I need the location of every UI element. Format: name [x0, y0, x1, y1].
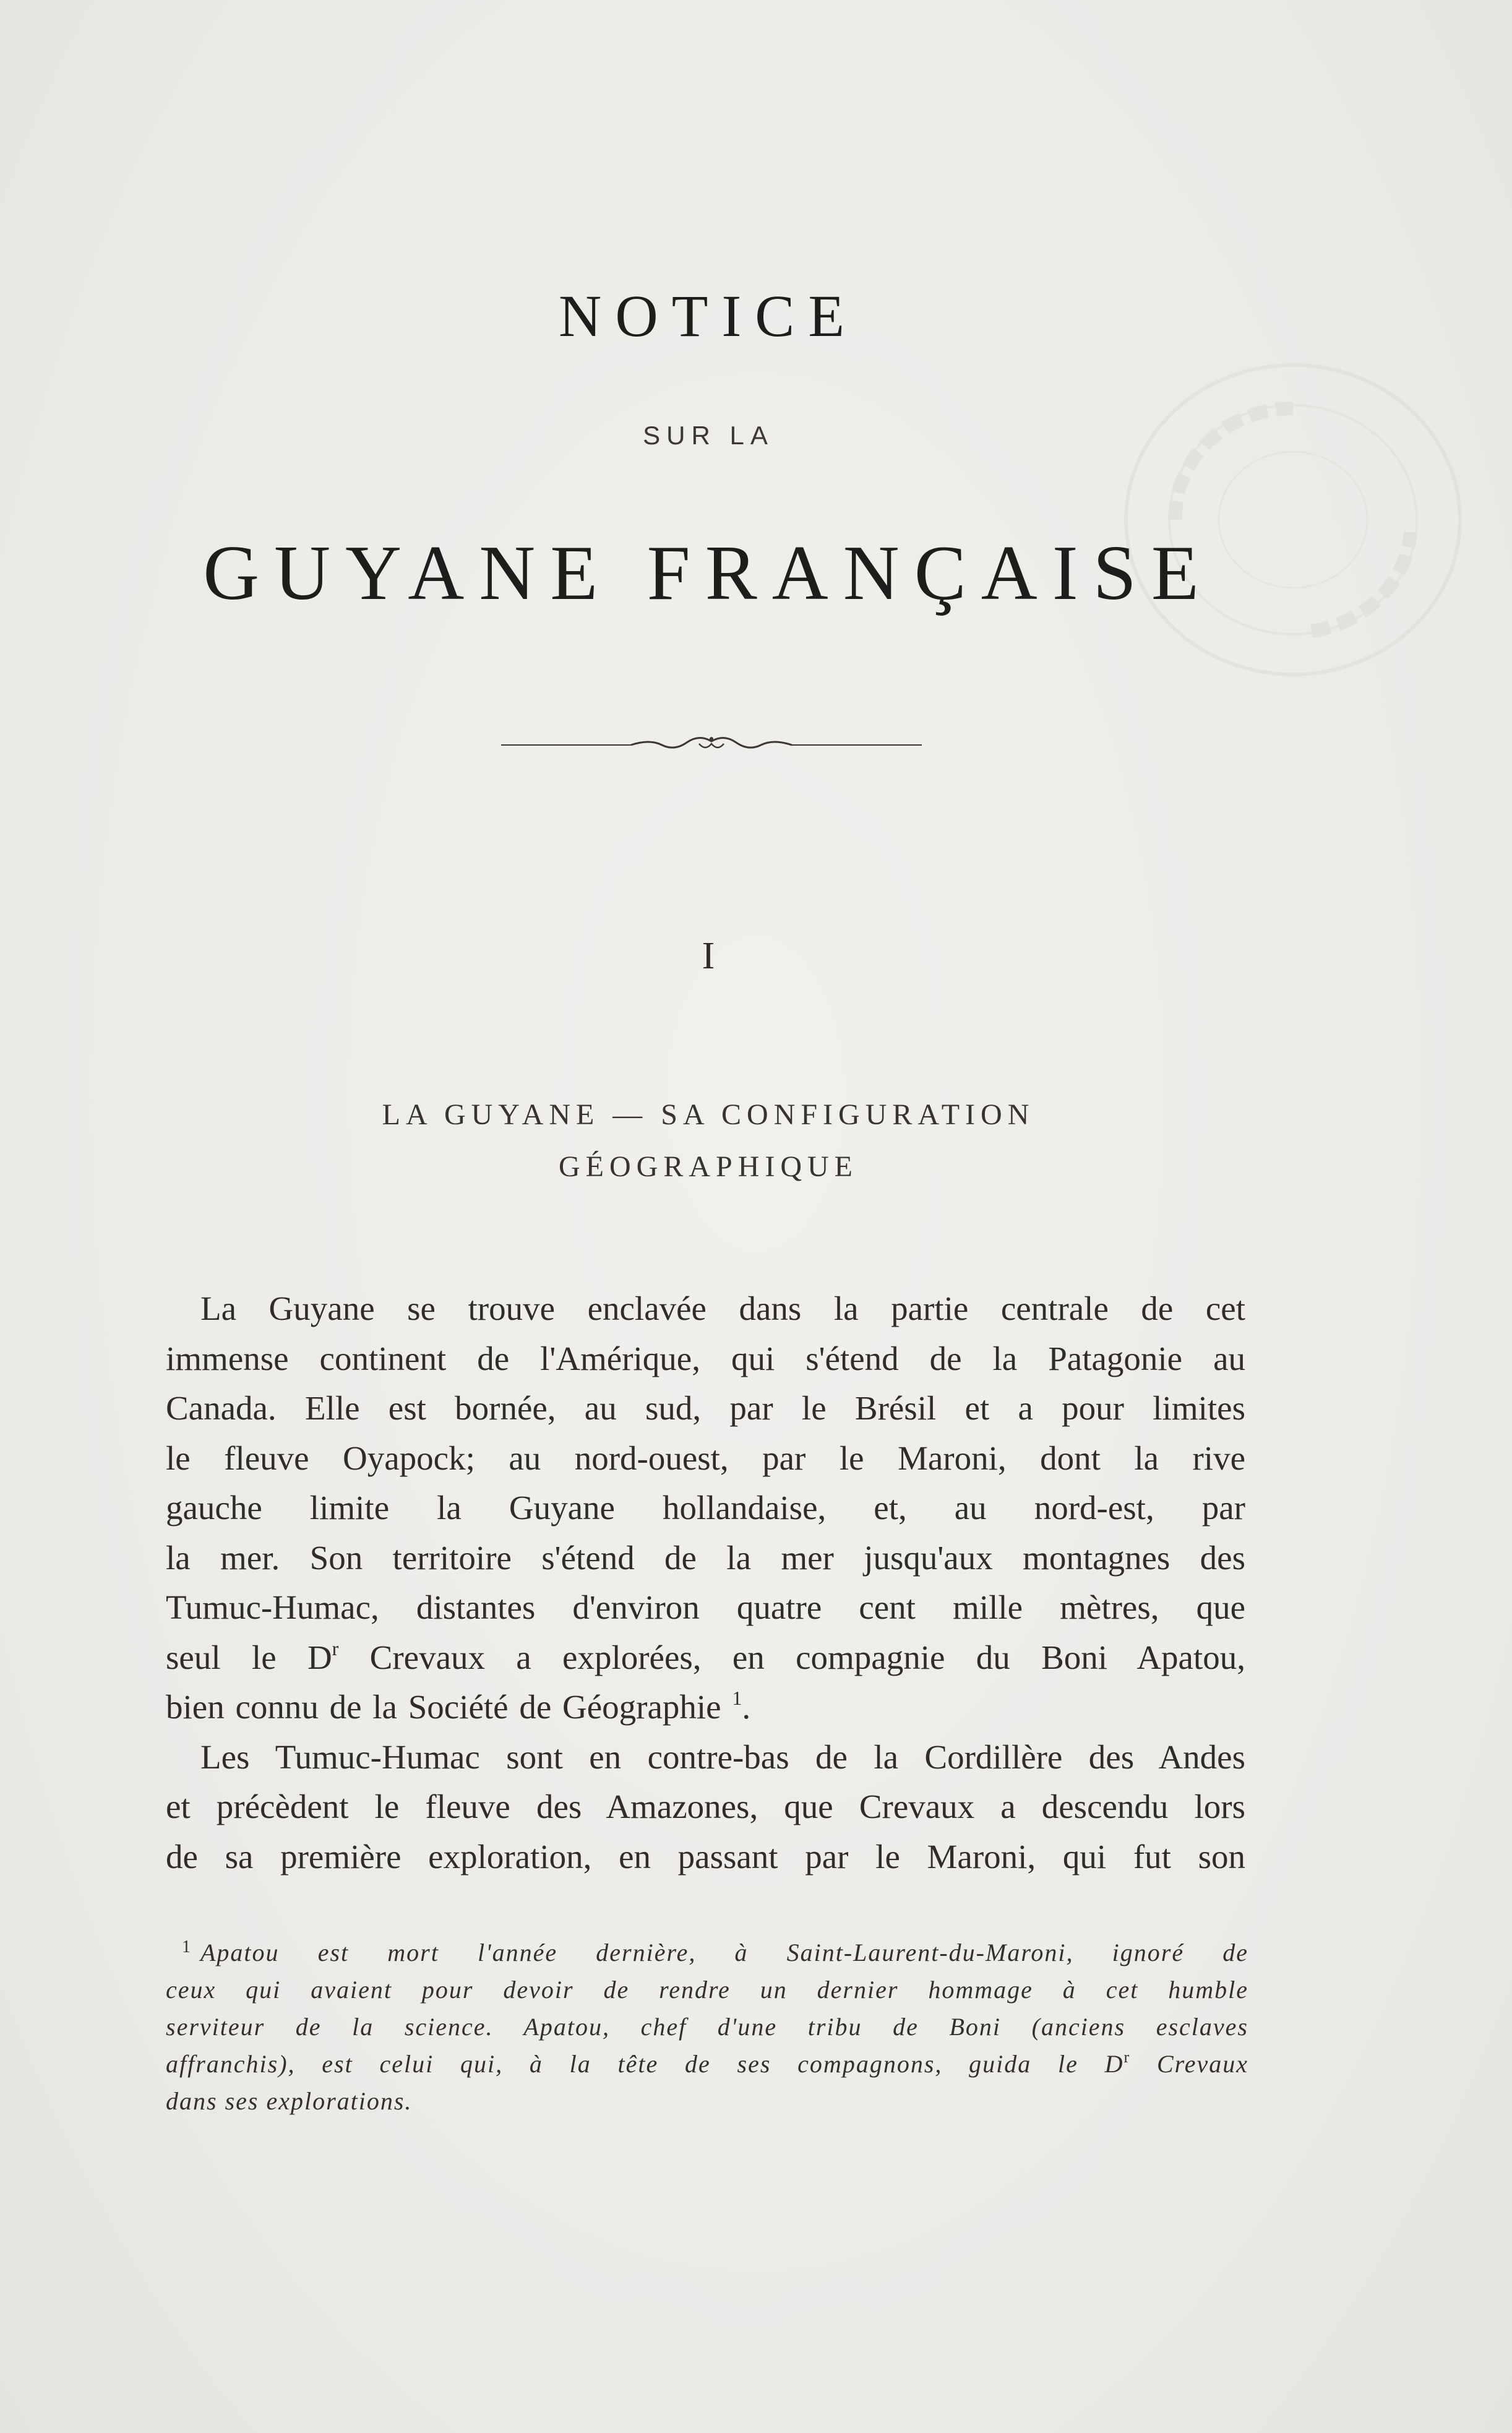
footnote-line-with-superscript — [166, 2046, 1248, 2083]
body-line-with-footnote-ref — [166, 1682, 1245, 1733]
footnote-line: serviteur de la science. Apatou, chef d'une tribu de Boni (anciens esclaves — [166, 2013, 1248, 2041]
body-line: Canada. Elle est bornée, au sud, par le Brésil et a pour limites — [166, 1389, 1245, 1427]
body-line: le fleuve Oyapock; au nord-ouest, par le Maroni, dont la rive — [166, 1439, 1245, 1477]
embossed-stamp-icon — [1107, 347, 1479, 693]
body-line: Les Tumuc-Humac sont en contre-bas de la Cordillère des Andes — [200, 1738, 1245, 1776]
chapter-number: I — [702, 935, 715, 977]
body-paragraphs — [166, 1284, 1245, 1882]
body-line-start: seul le D — [166, 1638, 332, 1676]
decorative-rule-icon — [501, 725, 922, 762]
body-line: la mer. Son territoire s'étend de la mer jusqu'aux montagnes des — [166, 1538, 1245, 1577]
title-sur-la: SUR LA — [643, 421, 774, 450]
body-line: immense continent de l'Amérique, qui s'étend de la Patagonie au — [166, 1339, 1245, 1377]
chapter-title-line-2: GÉOGRAPHIQUE — [559, 1150, 858, 1183]
footnote-line-end: Crevaux — [1130, 2050, 1249, 2078]
footnote-line: ceux qui avaient pour devoir de rendre un dernier hommage à cet humble — [166, 1976, 1248, 2004]
body-line-with-superscript — [166, 1633, 1245, 1683]
body-line: de sa première exploration, en passant par le Maroni, qui fut son — [166, 1837, 1245, 1875]
footnote-line-text: Apatou est mort l'année dernière, à Saint-Laurent-du-Maroni, ignoré de — [200, 1939, 1248, 1966]
body-line: Tumuc-Humac, distantes d'environ quatre cent mille mètres, que — [166, 1588, 1245, 1626]
body-line-text: bien connu de la Société de Géographie — [166, 1688, 721, 1726]
body-line: et précèdent le fleuve des Amazones, que Crevaux a descendu lors — [166, 1788, 1245, 1825]
superscript: r — [332, 1637, 339, 1660]
chapter-title — [0, 1089, 1417, 1193]
body-line: La Guyane se trouve enclavée dans la partie centrale de cet — [200, 1290, 1245, 1327]
superscript: r — [1123, 2048, 1131, 2066]
chapter-title-line-1: LA GUYANE — SA CONFIGURATION — [382, 1098, 1035, 1131]
footnote — [166, 1934, 1248, 2120]
body-line-rest: Crevaux a explorées, en compagnie du Boni Apatou, — [338, 1638, 1245, 1676]
title-notice: NOTICE — [559, 283, 858, 349]
footnote-line — [166, 1934, 1248, 1971]
body-line: gauche limite la Guyane hollandaise, et, au nord-est, par — [166, 1489, 1245, 1527]
footnote-line: dans ses explorations. — [166, 2087, 413, 2115]
footnote-line-start: affranchis), est celui qui, à la tête de ses compagnons, guida le D — [166, 2050, 1124, 2078]
body-line-end: . — [742, 1688, 751, 1726]
footnote-mark: 1 — [182, 1937, 192, 1957]
footnote-reference: 1 — [732, 1687, 742, 1709]
main-title: GUYANE FRANÇAISE — [203, 530, 1214, 616]
